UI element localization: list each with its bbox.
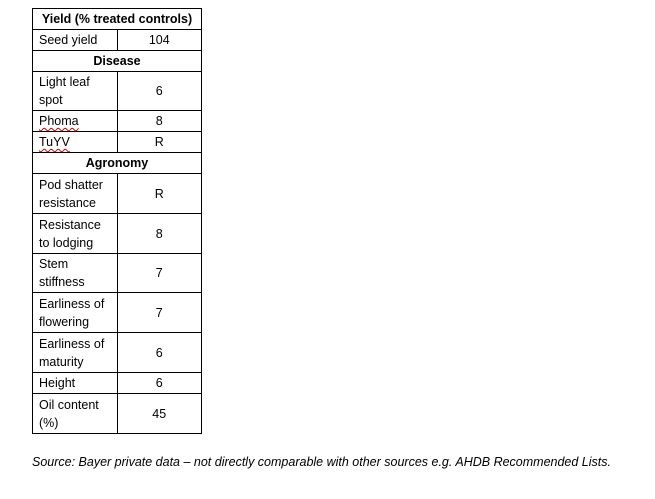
row-label: TuYV (39, 135, 70, 149)
section-title-agronomy: Agronomy (33, 153, 202, 174)
table-row (33, 373, 202, 394)
section-header-row (33, 153, 202, 174)
table-row (33, 293, 202, 333)
row-label: Oil content (%) (33, 394, 118, 434)
row-value: 8 (117, 111, 202, 132)
table-row (33, 132, 202, 153)
table-row (33, 72, 202, 111)
row-label: Earliness of maturity (33, 333, 118, 373)
row-value: 7 (117, 293, 202, 333)
row-value: 45 (117, 394, 202, 434)
variety-data-table (32, 8, 202, 434)
table-row (33, 214, 202, 254)
table-header-row (33, 9, 202, 30)
table-row (33, 174, 202, 214)
table-header: Yield (% treated controls) (33, 9, 202, 30)
row-value: 104 (117, 30, 202, 51)
table-row (33, 111, 202, 132)
row-value: 7 (117, 254, 202, 293)
table-row (33, 394, 202, 434)
row-label: Earliness of flowering (33, 293, 118, 333)
row-value: 8 (117, 214, 202, 254)
table-row (33, 254, 202, 293)
table-row (33, 30, 202, 51)
row-value: 6 (117, 333, 202, 373)
table-row (33, 333, 202, 373)
section-header-row (33, 51, 202, 72)
row-label-cell (33, 132, 118, 153)
row-label: Height (33, 373, 118, 394)
source-note: Source: Bayer private data – not directly comparable with other sources e.g. AHDB Recommended Lists. (32, 455, 611, 469)
row-value: R (117, 174, 202, 214)
row-value: 6 (117, 72, 202, 111)
row-label: Phoma (39, 114, 79, 128)
row-label: Seed yield (33, 30, 118, 51)
row-label-cell (33, 111, 118, 132)
row-label: Light leaf spot (33, 72, 118, 111)
row-label: Pod shatter resistance (33, 174, 118, 214)
section-title-disease: Disease (33, 51, 202, 72)
row-label: Resistance to lodging (33, 214, 118, 254)
row-value: 6 (117, 373, 202, 394)
row-value: R (117, 132, 202, 153)
row-label: Stem stiffness (33, 254, 118, 293)
